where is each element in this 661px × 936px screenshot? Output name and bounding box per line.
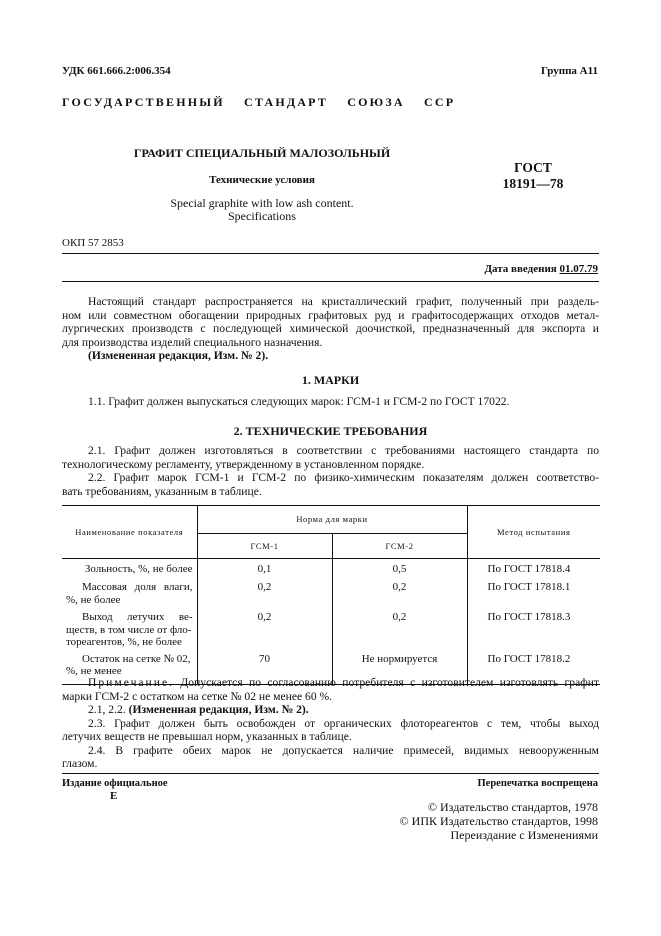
paragraph-line: 2.4. В графите обеих марок не допускается наличие примесей, видимых невооруженным: [88, 743, 599, 757]
col-header-method: Метод испытания: [467, 506, 600, 559]
udk-code: УДК 661.666.2:006.354: [62, 65, 171, 77]
footer-divider: [62, 773, 599, 774]
intro-line: Настоящий стандарт распространяется на кристаллический графит, полученный при раздель-: [88, 295, 599, 308]
section-1-text: 1.1. Графит должен выпускаться следующих марок: ГСМ-1 и ГСМ-2 по ГОСТ 17022.: [88, 395, 510, 408]
section-1-heading: 1. МАРКИ: [301, 373, 360, 387]
reprint-prohibited: Перепечатка воспрещена: [477, 778, 598, 789]
copyright-line: © Издательство стандартов, 1978: [427, 800, 598, 814]
paragraph-line: глазом.: [62, 757, 98, 770]
row-name: Массовая доля влаги,: [82, 581, 193, 593]
table-row: [62, 559, 600, 578]
table-row: [62, 606, 600, 649]
note-text: Допускается по согласованию потребителя с изготовителем изготовлять графит: [180, 676, 599, 689]
row-gsm1: 0,1: [197, 559, 332, 578]
document-title: ГРАФИТ СПЕЦИАЛЬНЫЙ МАЛОЗОЛЬНЫЙ: [133, 146, 391, 160]
col-header-gsm1: ГСМ-1: [197, 534, 332, 559]
divider: [62, 253, 599, 254]
after-table-paragraphs: [62, 703, 599, 771]
row-method: По ГОСТ 17818.2: [487, 652, 571, 665]
group-code: Группа А11: [540, 65, 598, 77]
official-edition: Издание официальное: [62, 778, 168, 789]
note-label: Примечание.: [88, 676, 174, 689]
gost-number: 18191—78: [502, 176, 564, 191]
section-2-paragraphs: [62, 444, 599, 498]
row-name-cell: [62, 606, 197, 649]
table-row: [62, 577, 600, 606]
col-header-name: Наименование показателя: [62, 506, 197, 559]
row-name: Остаток на сетке № 02,: [82, 652, 191, 665]
row-gsm1: 70: [197, 649, 332, 685]
intro-date-value: 01.07.79: [559, 263, 598, 275]
intro-line: для производства изделий специального назначения.: [62, 335, 323, 349]
col-header-gsm2: ГСМ-2: [332, 534, 467, 559]
row-gsm1: 0,2: [197, 606, 332, 649]
document-subtitle: Технические условия: [209, 174, 315, 186]
table-note: [62, 676, 599, 703]
row-name-cell: [62, 559, 197, 578]
paragraph-line: 2.2. Графит марок ГСМ-1 и ГСМ-2 по физико-химическим показателям должен соответство-: [88, 471, 599, 484]
row-method: По ГОСТ 17818.3: [487, 611, 571, 623]
english-title: Special graphite with low ash content.: [170, 196, 354, 210]
row-name: Выход летучих ве-: [82, 611, 193, 623]
row-name: тореагентов, %, не более: [66, 636, 182, 648]
edition-letter: Е: [110, 790, 118, 802]
intro-line: лургических производств с последующей химической доочисткой, предназначенный для экспорта и: [62, 322, 599, 335]
row-name: Зольность, %, не более: [84, 563, 193, 575]
copyright-block: [330, 800, 598, 842]
paragraph-line: технологическому регламенту, утвержденному в установленном порядке.: [62, 457, 425, 471]
okp-code: ОКП 57 2853: [62, 237, 124, 249]
english-subtitle: Specifications: [228, 209, 296, 223]
intro-date: [400, 263, 598, 275]
row-gsm1: 0,2: [197, 577, 332, 606]
note-line: [62, 676, 599, 690]
row-gsm2: 0,5: [332, 559, 467, 578]
copyright-line: © ИПК Издательство стандартов, 1998: [399, 814, 598, 828]
intro-line: ном или совместном обогащении природных графитовых руд и графитосодержащих отходов метал-: [62, 308, 599, 322]
paragraph-line: вать требованиям, указанным в таблице.: [62, 484, 262, 498]
edit-note: (Измененная редакция, Изм. № 2).: [128, 703, 309, 716]
edit-line: [62, 703, 599, 717]
intro-paragraph: [62, 295, 599, 363]
row-name: ществ, в том числе от фло-: [66, 623, 192, 636]
row-gsm2: Не нормируется: [332, 649, 467, 685]
row-gsm2: 0,2: [332, 577, 467, 606]
row-name: %, не более: [66, 593, 121, 606]
gost-label: ГОСТ: [514, 160, 552, 175]
note-line: марки ГСМ-2 с остатком на сетке № 02 не менее 60 %.: [62, 689, 333, 703]
row-name: %, не менее: [66, 665, 122, 677]
paragraph-line: 2.1. Графит должен изготовляться в соответствии с требованиями настоящего стандарта по: [88, 444, 599, 457]
intro-edit-note: (Измененная редакция, Изм. № 2).: [88, 349, 269, 362]
state-standard-banner: ГОСУДАРСТВЕННЫЙ СТАНДАРТ СОЮЗА ССР: [62, 95, 456, 109]
row-method: По ГОСТ 17818.1: [487, 581, 571, 593]
row-method: По ГОСТ 17818.4: [487, 563, 571, 575]
section-2-heading: 2. ТЕХНИЧЕСКИЕ ТРЕБОВАНИЯ: [233, 424, 428, 438]
row-gsm2: 0,2: [332, 606, 467, 649]
requirements-table: [62, 505, 600, 685]
reissue-line: Переиздание с Изменениями: [450, 828, 598, 842]
paragraph-line: 2.3. Графит должен быть освобожден от органических флотореагентов с тем, чтобы выход: [88, 716, 599, 730]
row-name-cell: [62, 577, 197, 606]
intro-date-label: Дата введения: [484, 263, 557, 275]
divider: [62, 281, 599, 282]
col-header-norm: Норма для марки: [197, 506, 467, 534]
edit-prefix: 2.1, 2.2.: [88, 703, 126, 716]
paragraph-line: летучих веществ не превышал норм, указанных в таблице.: [62, 730, 352, 743]
